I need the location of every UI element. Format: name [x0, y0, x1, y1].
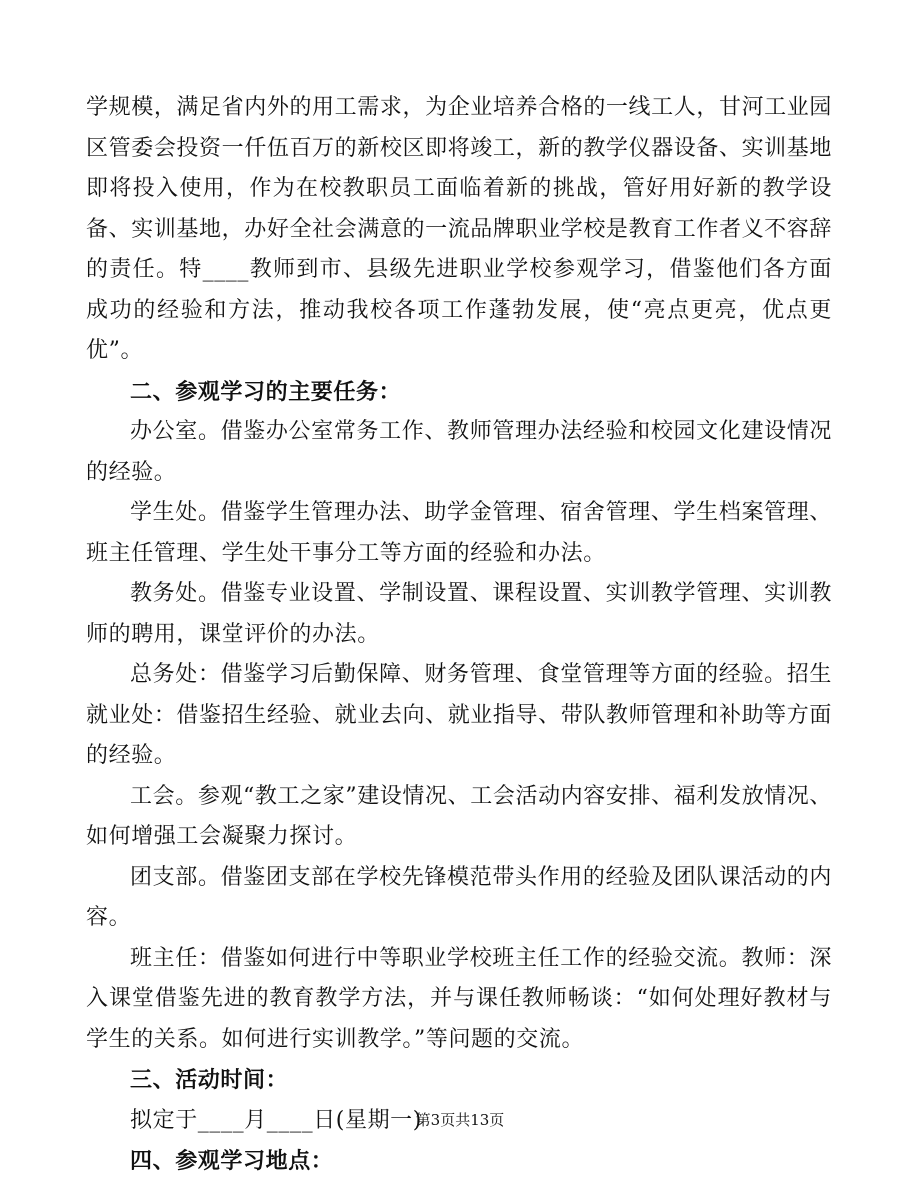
paragraph-office: 办公室。借鉴办公室常务工作、教师管理办法经验和校园文化建设情况的经验。	[86, 419, 832, 485]
paragraph-date: 拟定于____月____日(星期一)	[130, 1107, 422, 1133]
paragraph-union: 工会。参观“教工之家”建设情况、工会活动内容安排、福利发放情况、如何增强工会凝聚力探讨。	[86, 783, 832, 849]
paragraph-student-affairs: 学生处。借鉴学生管理办法、助学金管理、宿舍管理、学生档案管理、班主任管理、学生处干事分工等方面的经验和办法。	[86, 500, 832, 566]
section-heading-time: 三、活动时间：	[130, 1067, 289, 1093]
document-body	[86, 88, 832, 1182]
section-heading-location: 四、参观学习地点：	[130, 1148, 334, 1174]
paragraph-youth-league: 团支部。借鉴团支部在学校先锋模范带头作用的经验及团队课活动的内容。	[86, 864, 832, 930]
intro-paragraph: 学规模，满足省内外的用工需求，为企业培养合格的一线工人，甘河工业园区管委会投资一仟伍百万的新校区即将竣工，新的教学仪器设备、实训基地即将投入使用，作为在校教职员工面临着新的挑战，管好用好新的教学设备、实训基地，办好全社会满意的一流品牌职业学校是教育工作者义不容辞的责任。特____教师到市、县级先进职业学校参观学习，借鉴他们各方面成功的经验和方法，推动我校各项工作蓬勃发展，使“亮点更亮，优点更优”。	[86, 95, 832, 363]
section-heading-tasks: 二、参观学习的主要任务：	[130, 378, 402, 405]
paragraph-general-affairs: 总务处：借鉴学习后勤保障、财务管理、食堂管理等方面的经验。招生就业处：借鉴招生经验、就业去向、就业指导、带队教师管理和补助等方面的经验。	[86, 662, 832, 768]
paragraph-academic-affairs: 教务处。借鉴专业设置、学制设置、课程设置、实训教学管理、实训教师的聘用，课堂评价的办法。	[86, 581, 832, 647]
page-number: 第3页共13页	[415, 1111, 505, 1129]
paragraph-head-teachers: 班主任：借鉴如何进行中等职业学校班主任工作的经验交流。教师：深入课堂借鉴先进的教育教学方法，并与课任教师畅谈：“如何处理好教材与学生的关系。如何进行实训教学。”等问题的交流。	[86, 945, 832, 1052]
